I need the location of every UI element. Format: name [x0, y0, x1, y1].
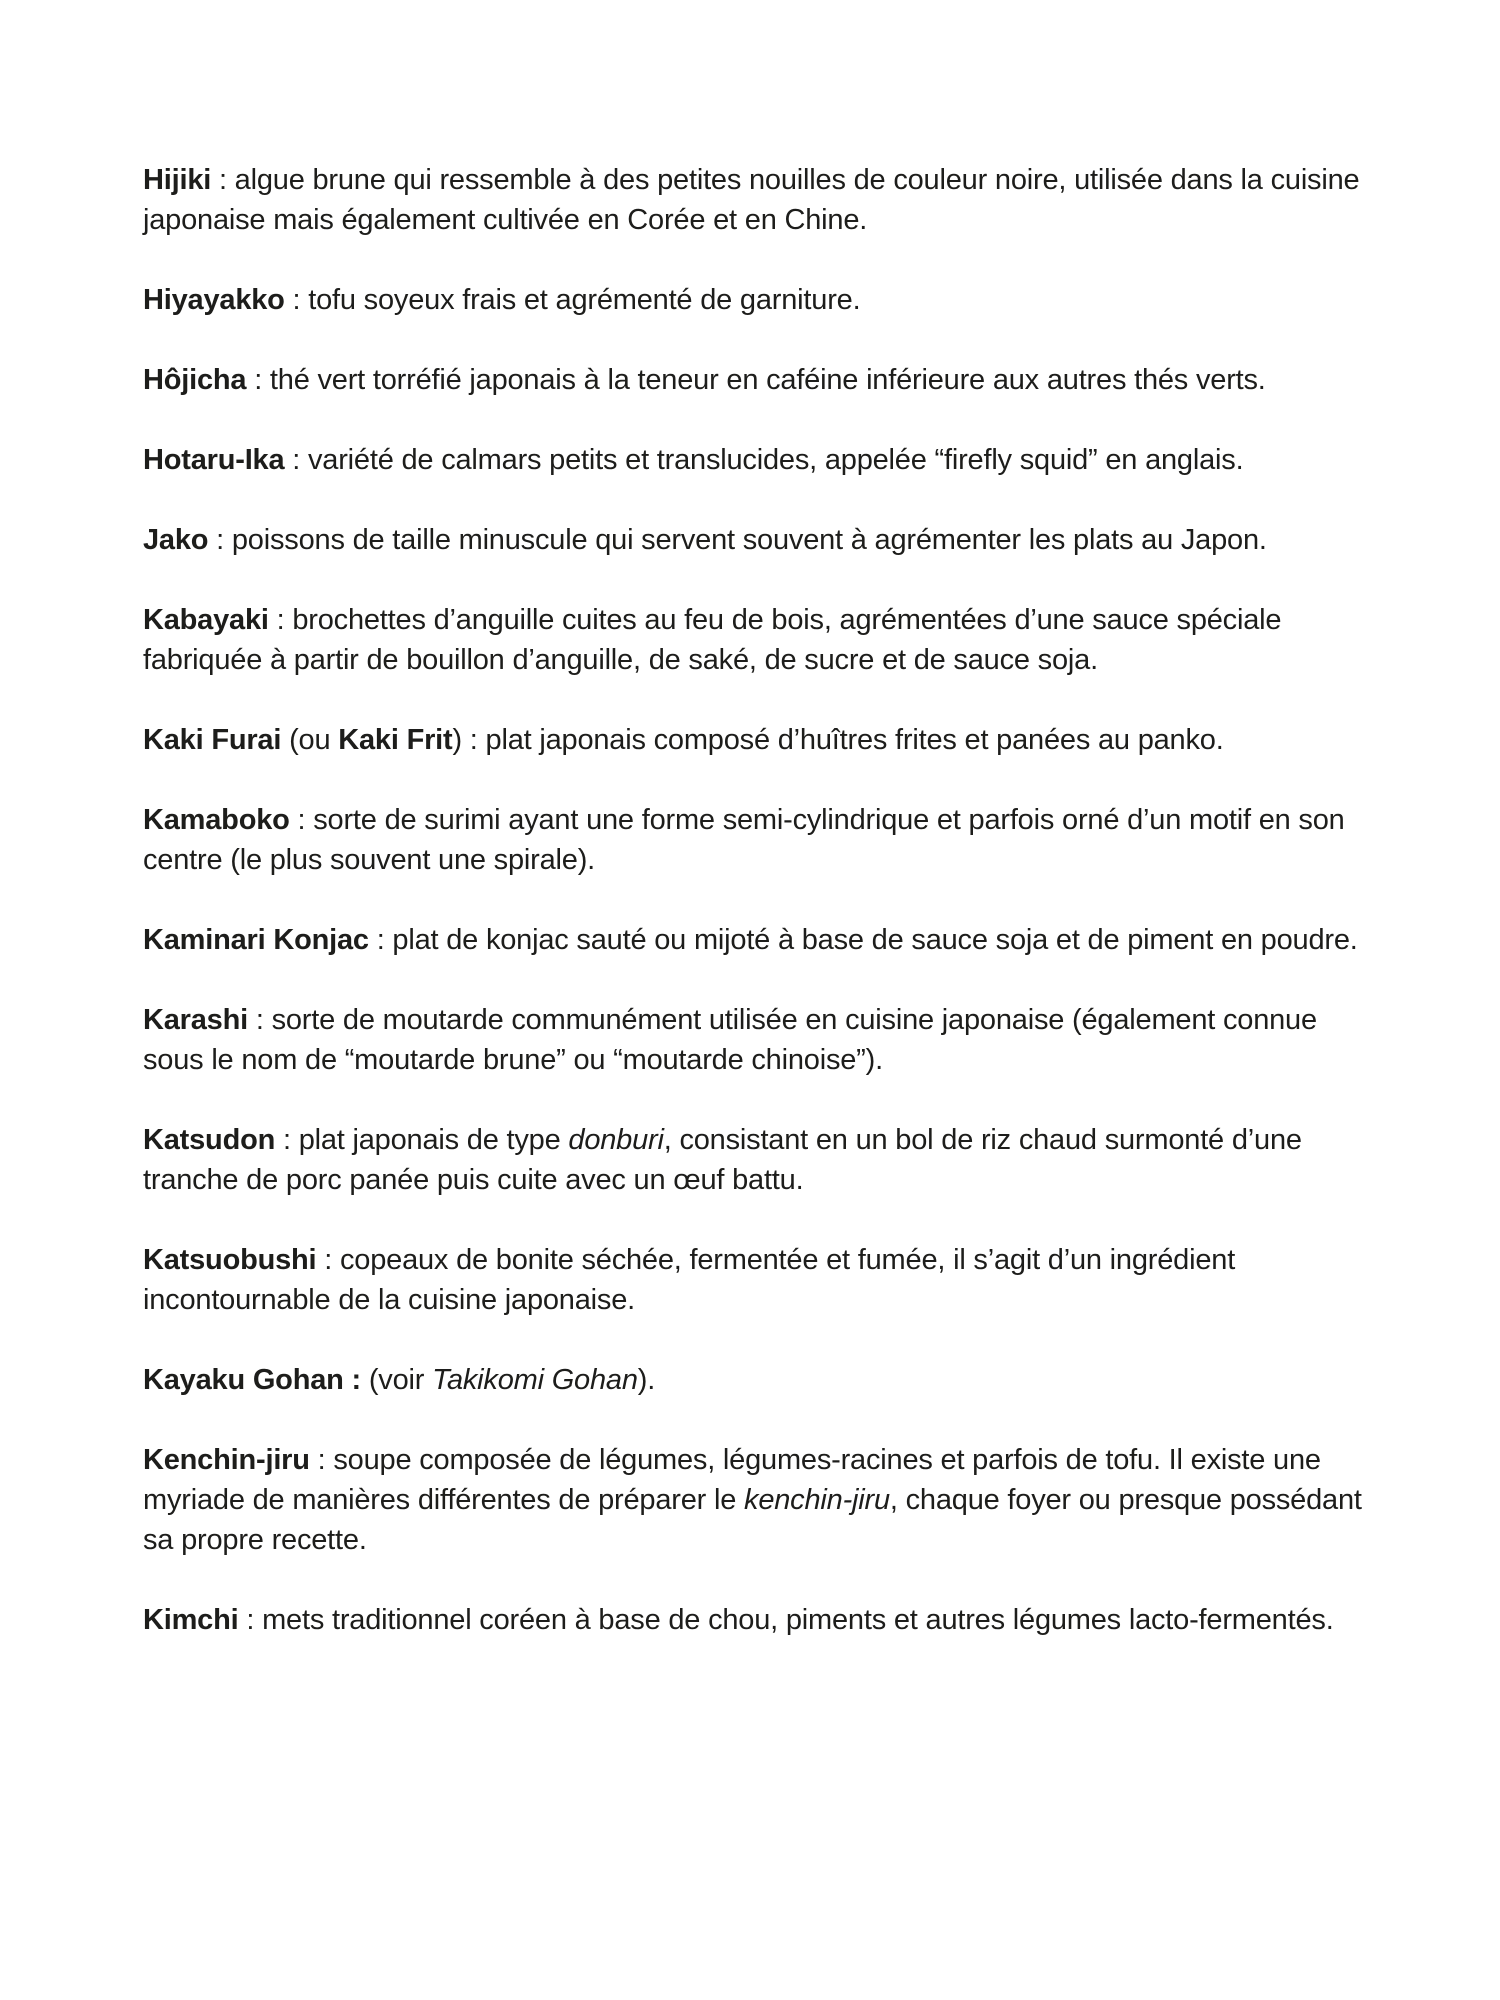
entry-term: Kamaboko — [143, 804, 290, 836]
entry-definition-italic: donburi — [568, 1124, 664, 1156]
entry-alt-term: Kaki Frit — [338, 724, 453, 756]
entry-term: Hiyayakko — [143, 284, 285, 316]
glossary-entry-karashi — [143, 1000, 1380, 1080]
entry-definition: : copeaux de bonite séchée, fermentée et fumée, il s’agit d’un ingrédient incontournable de la cuisine japonaise. — [143, 1244, 1236, 1316]
glossary-entry-hotaru-ika — [143, 440, 1380, 480]
entry-definition-after: , chaque foyer ou presque possédant sa propre recette. — [143, 1484, 1362, 1556]
entry-term: Hôjicha — [143, 364, 247, 396]
entry-definition-before: (voir — [360, 1364, 433, 1396]
entry-term: Kabayaki — [143, 604, 269, 636]
entry-definition: : algue brune qui ressemble à des petites nouilles de couleur noire, utilisée dans la cuisine japonaise mais également cultivée en Corée et en Chine. — [143, 164, 1360, 236]
glossary-entry-kayaku-gohan — [143, 1360, 1380, 1400]
glossary-entry-kenchin-jiru — [143, 1440, 1380, 1560]
entry-term: Kaki Furai — [143, 724, 282, 756]
entry-definition: : plat de konjac sauté ou mijoté à base de sauce soja et de piment en poudre. — [368, 924, 1358, 956]
glossary-entry-katsuobushi — [143, 1240, 1380, 1320]
entry-definition: : plat japonais composé d’huîtres frites et panées au panko. — [461, 724, 1224, 756]
entry-term: Jako — [143, 524, 209, 556]
entry-definition: : sorte de surimi ayant une forme semi-cylindrique et parfois orné d’un motif en son centre (le plus souvent une spirale). — [143, 804, 1345, 876]
glossary-entry-katsudon — [143, 1120, 1380, 1200]
entry-definition: : sorte de moutarde communément utilisée en cuisine japonaise (également connue sous le nom de “moutarde brune” ou “moutarde chinoise”). — [143, 1004, 1317, 1076]
entry-definition-after: , consistant en un bol de riz chaud surmonté d’une tranche de porc panée puis cuite avec un œuf battu. — [143, 1124, 1302, 1196]
entry-term: Kayaku Gohan : — [143, 1364, 361, 1396]
entry-term: Hotaru-Ika — [143, 444, 285, 476]
glossary-entry-hijiki — [143, 160, 1380, 240]
entry-definition: : tofu soyeux frais et agrémenté de garniture. — [284, 284, 861, 316]
entry-definition-italic: kenchin-jiru — [744, 1484, 890, 1516]
entry-term: Karashi — [143, 1004, 248, 1036]
entry-definition: : thé vert torréfié japonais à la teneur en caféine inférieure aux autres thés verts. — [246, 364, 1266, 396]
glossary-entry-hojicha — [143, 360, 1380, 400]
entry-term: Katsuobushi — [143, 1244, 317, 1276]
entry-definition: : brochettes d’anguille cuites au feu de bois, agrémentées d’une sauce spéciale fabriquée à partir de bouillon d’anguille, de saké, de sucre et de sauce soja. — [143, 604, 1282, 676]
glossary-entry-kimchi — [143, 1600, 1380, 1640]
entry-definition: : mets traditionnel coréen à base de chou, piments et autres légumes lacto-fermentés. — [238, 1604, 1334, 1636]
glossary-entry-kaminari-konjac — [143, 920, 1380, 960]
entry-term: Hijiki — [143, 164, 212, 196]
entry-definition: : variété de calmars petits et translucides, appelée “firefly squid” en anglais. — [284, 444, 1244, 476]
glossary-entry-kabayaki — [143, 600, 1380, 680]
entry-definition-after: ). — [637, 1364, 656, 1396]
glossary-entry-kamaboko — [143, 800, 1380, 880]
entry-definition-before: : soupe composée de légumes, légumes-racines et parfois de tofu. Il existe une myriade de manières différentes de préparer le — [143, 1444, 1321, 1516]
entry-definition-before: : plat japonais de type — [275, 1124, 569, 1156]
entry-term: Katsudon — [143, 1124, 276, 1156]
entry-term: Kaminari Konjac — [143, 924, 369, 956]
entry-term: Kenchin-jiru — [143, 1444, 310, 1476]
entry-definition-italic: Takikomi Gohan — [432, 1364, 638, 1396]
entry-term: Kimchi — [143, 1604, 239, 1636]
glossary-entry-jako — [143, 520, 1380, 560]
glossary-entry-hiyayakko — [143, 280, 1380, 320]
glossary-entry-kaki-furai — [143, 720, 1380, 760]
entry-definition: : poissons de taille minuscule qui servent souvent à agrémenter les plats au Japon. — [208, 524, 1267, 556]
entry-paren-close: ) — [452, 724, 462, 756]
entry-paren-open: (ou — [281, 724, 339, 756]
